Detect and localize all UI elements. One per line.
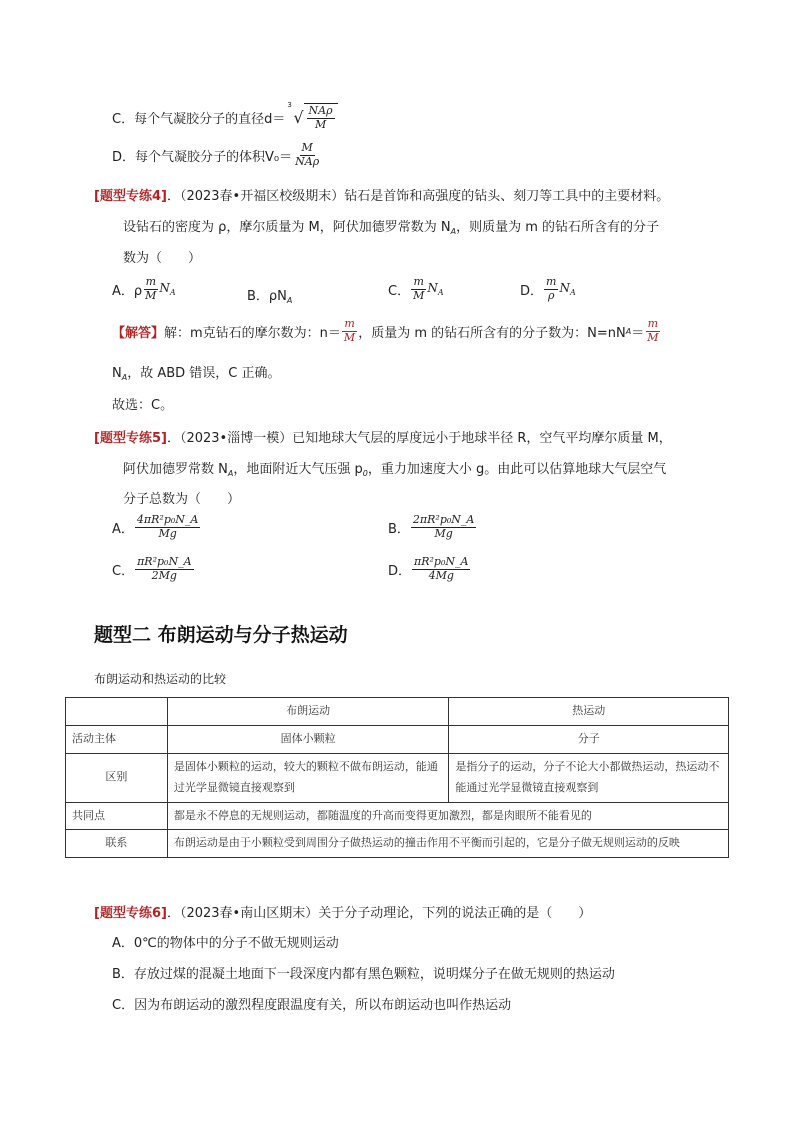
q4-answer-line2: $N_A$，故 ABD 错误，C 正确。: [112, 366, 281, 382]
q6-option-a: A．0℃的物体中的分子不做无规则运动: [112, 936, 339, 951]
q6-stem: [94, 902, 591, 921]
q3-option-c: [112, 100, 338, 134]
table-row: 共同点 都是永不停息的无规则运动，都随温度的升高而变得更加激烈，都是肉眼所不能看见的: [66, 802, 729, 830]
q4-option-d: D． $\frac{m}{\rho}$ $N_A$: [520, 275, 576, 302]
q5-stem-line3: 分子总数为（ ）: [123, 492, 241, 507]
q4-stem-line3: 数为（ ）: [123, 251, 202, 266]
q4-stem-line1: [94, 185, 669, 204]
q4-option-a: A．ρ $\frac{m}{M}$ $N_A$: [112, 275, 176, 302]
q5-tag: [题型专练5]: [94, 431, 167, 446]
q4-answer-line1: 【解答】 解：m克钻石的摩尔数为：n＝ $\frac{m}{M}$ ，质量为 m 的钻石所含有的分子数为：N=nN A ＝ $\frac{m}{M}$: [112, 317, 659, 344]
q5-option-b: B． $\frac{\text{2πR²p₀N\_A}}{Mg}$: [388, 513, 475, 540]
q3-c-numerator: NAρ: [308, 103, 333, 117]
q4-option-c: C． $\frac{m}{M}$ $N_A$: [388, 275, 444, 302]
q4-choice: 故选：C。: [112, 398, 174, 413]
section-title: 题型二 布朗运动与分子热运动: [94, 624, 348, 646]
answer-tag: 【解答】: [112, 325, 165, 341]
q3-option-d-text: D．每个气凝胶分子的体积V₀＝: [112, 149, 293, 165]
q6-source: ．（2023春•南山区期末）关于分子动理论，下列的说法正确的是（ ）: [166, 906, 592, 921]
q6-option-b: B．存放过煤的混凝土地面下一段深度内都有黑色颗粒，说明煤分子在做无规则的热运动: [112, 967, 615, 982]
q5-option-d: D． $\frac{\text{πR²p₀N\_A}}{4Mg}$: [388, 555, 469, 582]
q3-d-denominator: NAρ: [295, 154, 320, 168]
q6-tag: [题型专练6]: [94, 906, 167, 921]
q4-option-b: B．$\rho N_A$: [247, 289, 293, 305]
q6-option-c: C．因为布朗运动的激烈程度跟温度有关，所以布朗运动也叫作热运动: [112, 998, 512, 1013]
table-row: 活动主体 固体小颗粒 分子: [66, 725, 729, 753]
root-index: 3: [287, 100, 292, 109]
table-header-row: 布朗运动 热运动: [66, 698, 729, 726]
q5-source: ．（2023•淄博一模）已知地球大气层的厚度远小于地球半径 R，空气平均摩尔质量 M，: [166, 431, 672, 446]
cube-root: 3 √ $\frac{\text{NAρ}}{M}$: [289, 103, 337, 131]
q5-option-c: C． $\frac{\text{πR²p₀N\_A}}{2Mg}$: [112, 555, 192, 582]
q3-d-numerator: M: [301, 140, 313, 154]
table-row: 联系 布朗运动是由于小颗粒受到周围分子做热运动的撞击作用不平衡而引起的，它是分子做无规则运动的反映: [66, 830, 729, 858]
q3-option-c-text: C．每个气凝胶分子的直径d＝: [112, 111, 286, 127]
comparison-table: [65, 697, 729, 858]
table-row: 区别 是固体小颗粒的运动，较大的颗粒不做布朗运动，能通过光学显微镜直接观察到 是指分子的运动，分子不论大小都做热运动，热运动不能通过光学显微镜直接观察到: [66, 753, 729, 802]
q4-tag: [题型专练4]: [94, 189, 167, 204]
q5-stem-line1: [94, 427, 672, 446]
q5-stem-line2: 阿伏加德罗常数 $N_A$，地面附近大气压强 $p_0$，重力加速度大小 g。由此可以估算地球大气层空气: [123, 462, 667, 478]
q4-stem-line2: 设钻石的密度为 ρ，摩尔质量为 M，阿伏加德罗常数为 $N_A$，则质量为 m 的钻石所含有的分子: [123, 220, 660, 236]
q3-option-d: [112, 138, 322, 172]
q3-c-denominator: M: [314, 117, 327, 131]
q5-option-a: A． $\frac{\text{4πR²p₀N\_A}}{Mg}$: [112, 513, 199, 540]
q4-source: ．（2023春•开福区校级期末）钻石是首饰和高强度的钻头、刻刀等工具中的主要材料。: [166, 189, 670, 204]
table-caption: 布朗运动和热运动的比较: [94, 672, 227, 686]
